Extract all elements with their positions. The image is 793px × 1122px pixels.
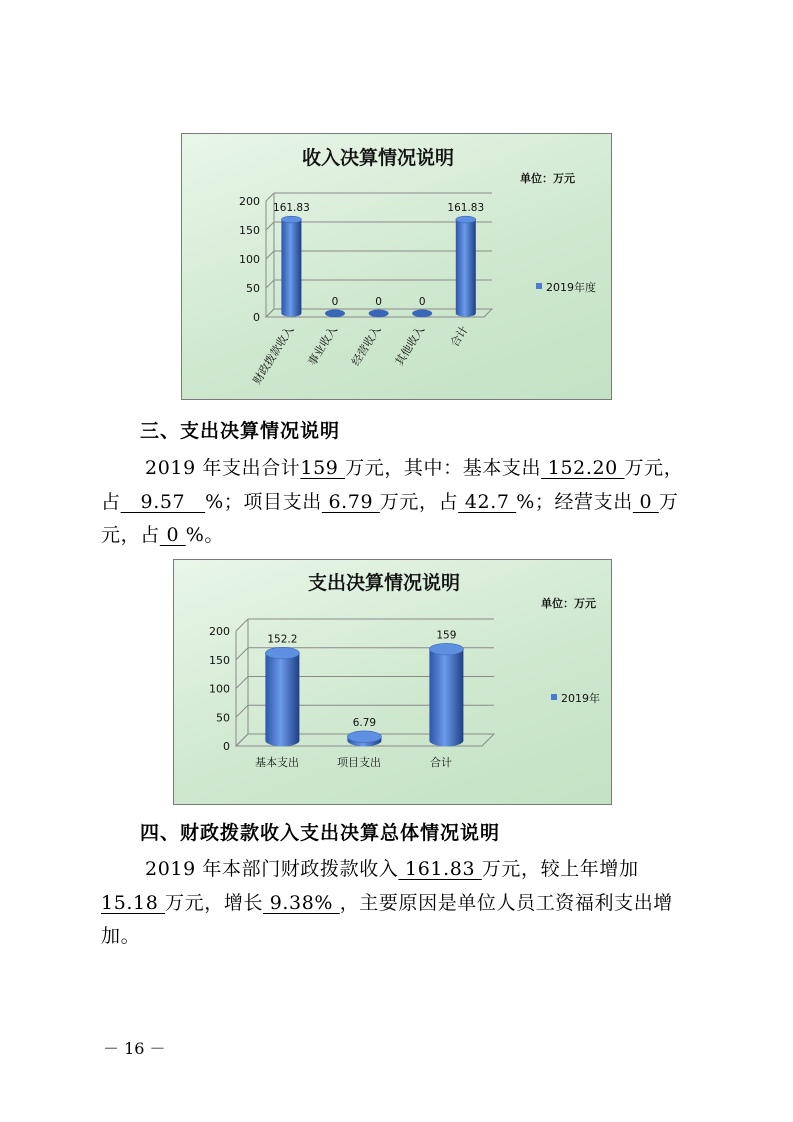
bar (265, 653, 299, 746)
legend-swatch (536, 283, 542, 289)
bar-top (429, 643, 463, 655)
section4-text (101, 853, 693, 954)
category-label: 合计 (448, 323, 471, 350)
text-run: 万元，较上年增加 (481, 858, 639, 880)
section3-paragraph (101, 452, 693, 553)
y-axis (209, 625, 230, 753)
data-label: 6.79 (352, 716, 377, 729)
gridline-side (266, 193, 274, 201)
bar-zero (369, 310, 389, 318)
unit-label: 单位：万元 (520, 172, 575, 185)
bar (456, 220, 476, 317)
page-number: － 16 － (103, 1039, 166, 1058)
y-axis (239, 195, 260, 324)
text-run: %。 (185, 524, 225, 546)
x-axis (255, 755, 452, 769)
underlined-value: 9.38% (263, 891, 340, 914)
legend-label: 2019年 (561, 692, 600, 705)
text-run: 万元，占 (379, 490, 459, 513)
data-label: 0 (331, 296, 339, 308)
income-chart (181, 133, 612, 400)
text-run: %；项目支出 (205, 490, 322, 513)
underlined-value: 9.57 (120, 490, 206, 513)
gridline-side (236, 705, 248, 717)
section4-paragraph (101, 853, 693, 954)
gridline-side (236, 677, 248, 689)
y-tick-label: 0 (253, 311, 260, 324)
x-axis (249, 323, 470, 386)
data-label: 161.83 (273, 202, 310, 215)
bar-top (265, 647, 299, 659)
underlined-value: 0 (159, 524, 186, 546)
category-label: 合计 (430, 756, 452, 769)
bar-top (281, 216, 301, 223)
bars (265, 629, 463, 746)
y-tick-label: 50 (216, 711, 230, 725)
gridline-side (266, 222, 274, 230)
gridline-side (236, 648, 248, 660)
gridline-side (266, 251, 274, 259)
text-run: 2019 年本部门财政拨款收入 (145, 858, 399, 880)
section4-heading: 四、财政拨款收入支出决算总体情况说明 (140, 822, 501, 844)
text-run: 万元，增长 (165, 891, 264, 914)
y-tick-label: 100 (239, 253, 260, 266)
underlined-value: 6.79 (321, 490, 380, 513)
data-label: 0 (375, 296, 382, 308)
category-label: 项目支出 (337, 756, 381, 769)
section3-heading: 三、支出决算情况说明 (140, 420, 341, 442)
underlined-value: 15.18 (101, 891, 166, 914)
data-label: 159 (436, 629, 457, 642)
category-label: 事业收入 (305, 323, 340, 368)
category-label: 基本支出 (255, 756, 299, 769)
underlined-value: 159 (300, 457, 346, 479)
bar-zero (412, 310, 432, 318)
gridline-side (266, 280, 274, 288)
category-label: 财政拨款收入 (250, 323, 297, 387)
chart-title: 收入决算情况说明 (301, 147, 455, 169)
bar-zero (325, 310, 345, 318)
category-label: 其他收入 (392, 323, 428, 368)
text-run: 万元，占 (101, 490, 679, 546)
bar-top (456, 216, 476, 223)
bar (429, 649, 463, 746)
income-chart-svg (182, 134, 613, 401)
y-tick-label: 100 (209, 682, 230, 696)
y-tick-label: 200 (239, 195, 260, 208)
underlined-value: 152.20 (541, 457, 625, 479)
bar-top (347, 731, 381, 743)
text-run: %；经营支出 (516, 490, 633, 513)
category-label: 经营收入 (349, 323, 384, 368)
expense-chart (173, 559, 612, 805)
underlined-value: 0 (632, 490, 659, 513)
bar (281, 220, 301, 317)
y-tick-label: 50 (246, 282, 260, 295)
y-tick-label: 0 (223, 740, 230, 753)
legend-label: 2019年度 (546, 281, 596, 294)
expense-chart-svg (174, 560, 613, 806)
underlined-value: 161.83 (398, 858, 482, 880)
legend-swatch (551, 694, 557, 700)
text-run: 万元，其中：基本支出 (345, 457, 542, 479)
gridline-side (236, 619, 248, 631)
data-label: 0 (418, 296, 426, 308)
section3-text (101, 452, 693, 553)
chart-title: 支出决算情况说明 (307, 572, 461, 594)
y-tick-label: 150 (209, 653, 230, 667)
y-tick-label: 200 (209, 625, 230, 638)
unit-label: 单位：万元 (541, 597, 596, 610)
text-run: 2019 年支出合计 (145, 457, 301, 479)
data-label: 161.83 (447, 202, 485, 215)
text-run: ，主要原因是单位人员工资福利支出增加。 (101, 891, 673, 947)
data-label: 152.2 (267, 633, 298, 646)
text-run: 万元，占 (101, 457, 684, 513)
y-tick-label: 150 (239, 224, 260, 237)
underlined-value: 42.7 (458, 490, 517, 513)
bars (273, 202, 484, 317)
